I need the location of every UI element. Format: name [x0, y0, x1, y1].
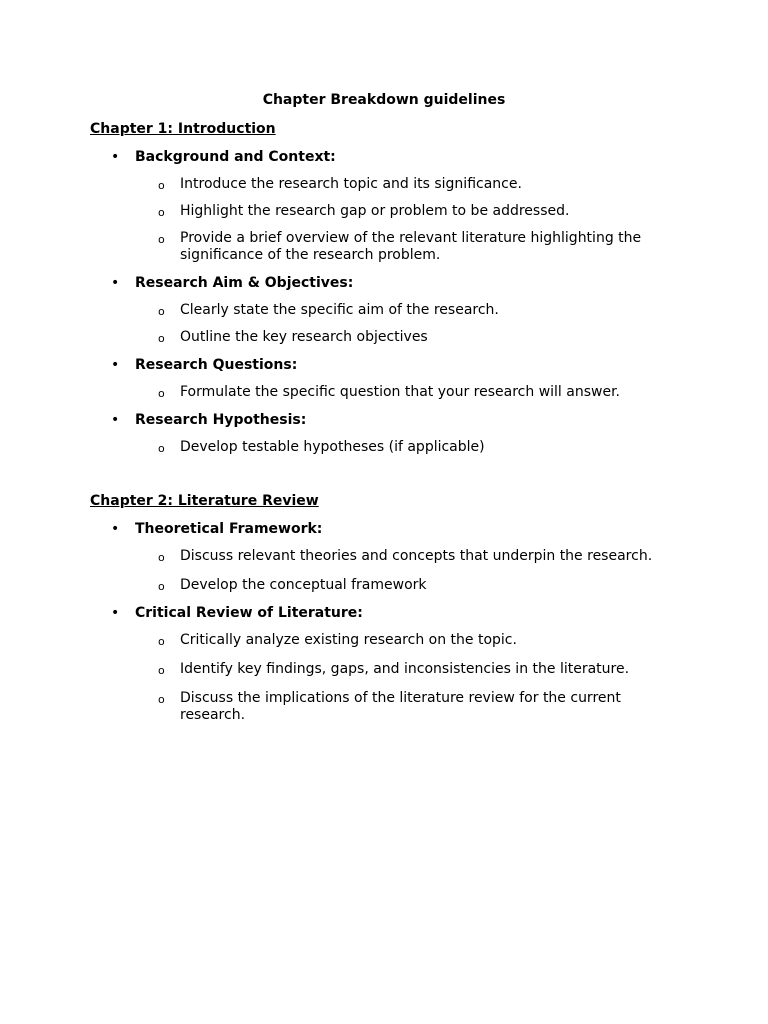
- list-item-text: Introduce the research topic and its significance.: [180, 176, 522, 192]
- sub-bullet-icon: o: [158, 332, 165, 345]
- list-item-text: Provide a brief overview of the relevant literature highlighting the significance of the research problem.: [180, 230, 642, 263]
- list-item: [90, 577, 690, 594]
- sub-bullet-icon: o: [158, 442, 165, 455]
- section-label: Research Aim & Objectives:: [135, 275, 354, 291]
- list-item-text: Highlight the research gap or problem to be addressed.: [180, 203, 570, 219]
- list-item: [90, 632, 690, 649]
- sub-bullet-icon: o: [158, 233, 165, 246]
- sub-list: [90, 176, 690, 264]
- section-background-and-context: [90, 149, 690, 264]
- chapter-2: [90, 493, 690, 724]
- sub-bullet-icon: o: [158, 580, 165, 593]
- sub-bullet-icon: o: [158, 387, 165, 400]
- section-label: Critical Review of Literature:: [135, 605, 363, 621]
- section-critical-review-of-literature: [90, 605, 690, 724]
- chapter-1: [90, 121, 690, 456]
- sub-bullet-icon: o: [158, 305, 165, 318]
- bullet-icon: •: [111, 275, 120, 291]
- bullet-icon: •: [111, 357, 120, 373]
- bullet-icon: •: [111, 149, 120, 165]
- sub-bullet-icon: o: [158, 551, 165, 564]
- list-item: [90, 439, 690, 456]
- bullet-icon: •: [111, 521, 120, 537]
- list-item: [90, 384, 690, 401]
- sub-bullet-icon: o: [158, 206, 165, 219]
- section-research-aim-and-objectives: [90, 275, 690, 346]
- sub-bullet-icon: o: [158, 664, 165, 677]
- list-item: [90, 302, 690, 319]
- list-item: [90, 203, 690, 220]
- section-theoretical-framework: [90, 521, 690, 594]
- section-label: Theoretical Framework:: [135, 521, 323, 537]
- sub-bullet-icon: o: [158, 179, 165, 192]
- list-item-text: Develop testable hypotheses (if applicable): [180, 439, 485, 455]
- list-item-text: Formulate the specific question that your research will answer.: [180, 384, 620, 400]
- sub-list: [90, 548, 690, 594]
- sub-list: [90, 632, 690, 724]
- bullet-icon: •: [111, 412, 120, 428]
- list-item-text: Discuss the implications of the literature review for the current research.: [180, 690, 621, 723]
- list-item: [90, 176, 690, 193]
- list-item: [90, 329, 690, 346]
- list-item-text: Identify key findings, gaps, and inconsistencies in the literature.: [180, 661, 630, 677]
- sub-list: [90, 302, 690, 346]
- sub-bullet-icon: o: [158, 635, 165, 648]
- list-item: [90, 661, 690, 678]
- list-item: [90, 230, 690, 264]
- sub-list: [90, 384, 690, 401]
- sub-list: [90, 439, 690, 456]
- list-item: [90, 548, 690, 565]
- chapter-heading: Chapter 2: Literature Review: [90, 493, 319, 509]
- section-label: Research Questions:: [135, 357, 298, 373]
- list-item-text: Critically analyze existing research on the topic.: [180, 632, 517, 648]
- list-item-text: Discuss relevant theories and concepts that underpin the research.: [180, 548, 653, 564]
- chapter-heading: Chapter 1: Introduction: [90, 121, 276, 137]
- sub-bullet-icon: o: [158, 693, 165, 706]
- list-item: [90, 690, 690, 724]
- document-title: Chapter Breakdown guidelines: [262, 92, 506, 108]
- list-item-text: Outline the key research objectives: [180, 329, 428, 345]
- bullet-icon: •: [111, 605, 120, 621]
- list-item-text: Develop the conceptual framework: [180, 577, 427, 593]
- section-research-hypothesis: [90, 412, 690, 456]
- section-label: Background and Context:: [135, 149, 336, 165]
- list-item-text: Clearly state the specific aim of the research.: [180, 302, 499, 318]
- section-research-questions: [90, 357, 690, 401]
- section-label: Research Hypothesis:: [135, 412, 307, 428]
